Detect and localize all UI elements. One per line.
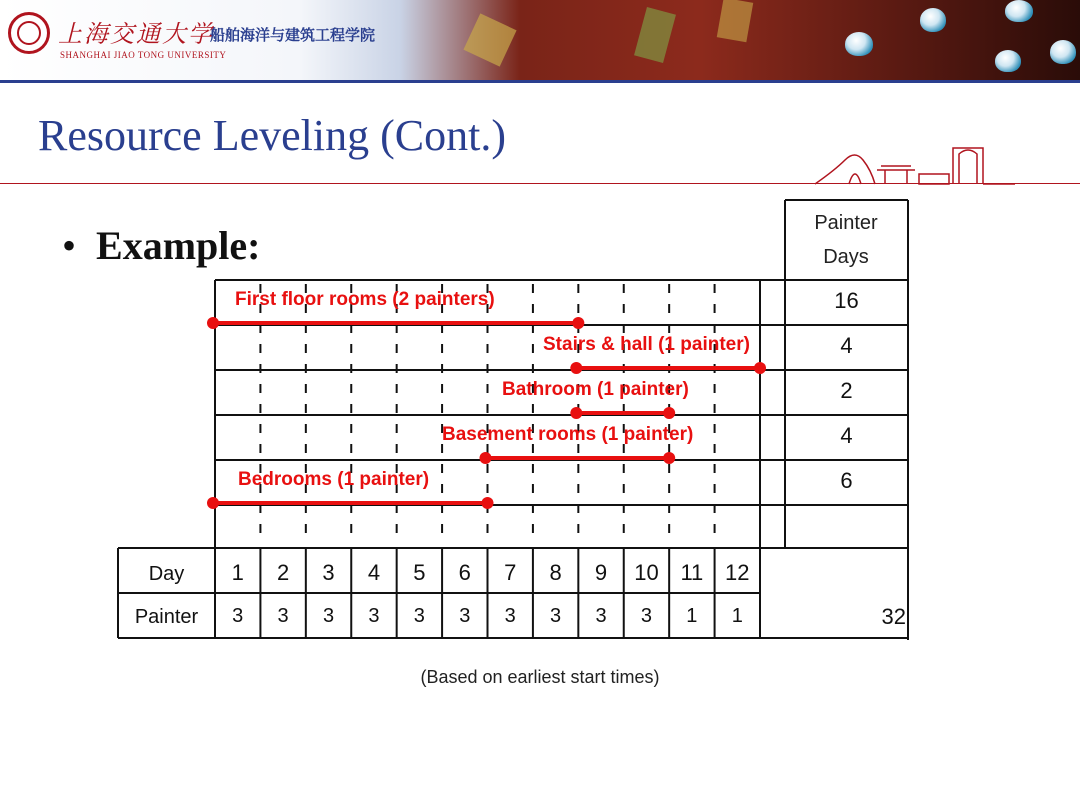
painter-cell: 3 <box>504 605 516 627</box>
activity-endpoint <box>207 317 219 329</box>
day-cell: 6 <box>458 560 471 585</box>
painter-cell: 3 <box>413 605 425 627</box>
day-cell: 7 <box>504 560 517 585</box>
activity-endpoint <box>482 497 494 509</box>
activity-label: Stairs & hall (1 painter) <box>543 334 750 355</box>
day-cell: 12 <box>725 560 750 585</box>
painter-cell: 3 <box>459 605 471 627</box>
activity-endpoint <box>754 362 766 374</box>
activity-painter-days: 4 <box>840 423 853 448</box>
activity-endpoint <box>663 452 675 464</box>
day-cell: 11 <box>680 560 704 585</box>
painter-cell: 3 <box>277 605 289 627</box>
painter-days-header-line2: Days <box>823 246 869 268</box>
painter-row-label: Painter <box>134 606 199 628</box>
activity-endpoint <box>207 497 219 509</box>
day-cell: 9 <box>594 560 608 585</box>
university-name-en: SHANGHAI JIAO TONG UNIVERSITY <box>60 50 227 60</box>
activity-endpoint <box>570 407 582 419</box>
activity-label: Bathroom (1 painter) <box>502 379 689 400</box>
day-cell: 5 <box>413 560 426 585</box>
painter-cell: 3 <box>322 605 335 627</box>
painter-cell: 3 <box>368 605 380 627</box>
activity-label: Bedrooms (1 painter) <box>238 469 430 490</box>
day-cell: 3 <box>322 560 335 585</box>
activity-endpoint <box>570 362 582 374</box>
day-cell: 2 <box>276 560 290 585</box>
painter-cell: 3 <box>640 605 653 627</box>
total-painter-days: 32 <box>881 604 906 629</box>
day-cell: 10 <box>634 560 659 585</box>
university-name-cn: 上海交通大学 <box>58 20 214 48</box>
activity-painter-days: 6 <box>840 468 853 493</box>
painter-cell: 1 <box>686 605 698 627</box>
slide-title: Resource Leveling (Cont.) <box>38 111 506 160</box>
bullet-marker: • <box>62 223 77 268</box>
activity-endpoint <box>572 317 584 329</box>
school-name: 船舶海洋与建筑工程学院 <box>210 26 376 44</box>
footnote: (Based on earliest start times) <box>420 667 660 687</box>
day-cell: 1 <box>231 560 244 585</box>
day-cell: 4 <box>367 560 381 585</box>
day-row-label: Day <box>148 563 185 585</box>
bullet-text: Example: <box>96 223 261 268</box>
activity-label: First floor rooms (2 painters) <box>235 289 495 310</box>
activity-painter-days: 4 <box>840 333 853 358</box>
painter-days-header-line1: Painter <box>814 212 878 234</box>
activity-endpoint <box>480 452 492 464</box>
activity-painter-days: 2 <box>840 378 853 403</box>
activity-label: Basement rooms (1 painter) <box>442 424 694 445</box>
painter-cell: 1 <box>731 605 743 627</box>
painter-cell: 3 <box>595 605 607 627</box>
painter-cell: 3 <box>550 605 562 627</box>
activity-endpoint <box>663 407 675 419</box>
painter-cell: 3 <box>232 605 244 627</box>
activity-painter-days: 16 <box>834 288 859 313</box>
day-cell: 8 <box>549 560 562 585</box>
